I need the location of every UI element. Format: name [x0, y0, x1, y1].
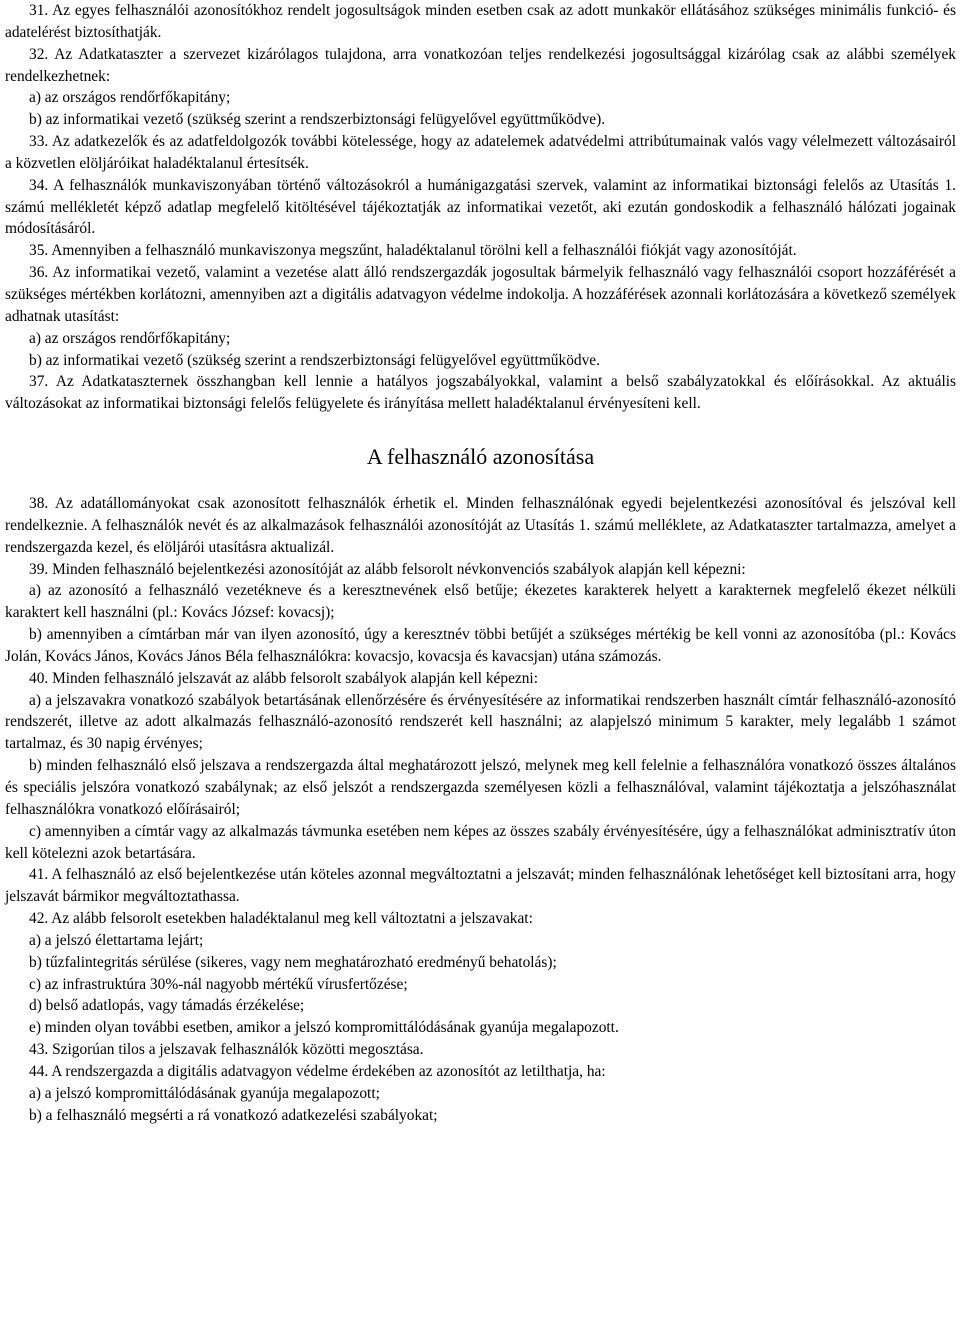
section-heading: A felhasználó azonosítása	[366, 444, 595, 470]
list-item: b) tűzfalintegritás sérülése (sikeres, vagy nem meghatározható eredményű behatolás);	[29, 953, 557, 971]
paragraph-33: 33. Az adatkezelők és az adatfeldolgozók további kötelessége, hogy az adatelemek adatvédelmi attribútumainak valós vagy vélelmezett változásairól a közvetlen elöljáróikat haladéktalanul értesítsék.	[5, 133, 956, 172]
paragraph-36: 36. Az informatikai vezető, valamint a vezetése alatt álló rendszergazdák jogosultak bármelyik felhasználó vagy felhasználói csoport hozzáférését a szükséges mértékben korlátozni, amennyiben azt a digitális adatvagyon védelme indokolja. A hozzáférések azonnali korlátozására a következő személyek adhatnak utasítást:	[5, 264, 956, 325]
list-item: d) belső adatlopás, vagy támadás érzékelése;	[29, 997, 305, 1015]
list-item: c) amennyiben a címtár vagy az alkalmazás távmunka esetében nem képes az összes szabály érvényesítésére, úgy a felhasználókat adminisztratív úton kell kötelezni azok betartására.	[5, 822, 956, 862]
paragraph-40: 40. Minden felhasználó jelszavát az alább felsorolt szabályok alapján kell képezni:	[29, 669, 538, 687]
list-item: a) a jelszavakra vonatkozó szabályok betartásának ellenőrzésére és érvényesítésére az informatikai rendszerben használt címtár felhasználó-azonosító rendszerét, illetve az adott alkalmazás felhasználó-azonosító rendszerét kell használni; az alapjelszó minimum 5 karakter, mely legalább 1 számot tartalmaz, és 30 napig érvényes;	[5, 691, 956, 753]
list-item: b) az informatikai vezető (szükség szerint a rendszerbiztonsági felügyelővel együttműködve.	[29, 351, 600, 369]
paragraph-34: 34. A felhasználók munkaviszonyában történő változásokról a humánigazgatási szervek, valamint az informatikai biztonsági felelős az Utasítás 1. számú mellékletét képző adatlap megfelelő kitöltésével tájékoztatják az informatikai vezetőt, aki ezután gondoskodik a felhasználó hálózati jogainak módosításáról.	[5, 176, 956, 238]
paragraph-35: 35. Amennyiben a felhasználó munkaviszonya megszűnt, haladéktalanul törölni kell a felhasználói fiókját vagy azonosítóját.	[29, 242, 797, 260]
list-item: b) az informatikai vezető (szükség szerint a rendszerbiztonsági felügyelővel együttműködve).	[29, 111, 606, 129]
section-a	[5, 0, 956, 415]
paragraph-37: 37. Az Adatkataszternek összhangban kell lennie a hatályos jogszabályokkal, valamint a belső szabályzatokkal és előírásokkal. Az aktuális változásokat az informatikai biztonsági felelős felügyelete és irányítása mellett haladéktalanul érvényesíteni kell.	[5, 373, 956, 413]
paragraph-41: 41. A felhasználó az első bejelentkezése után köteles azonnal megváltoztatni a jelszavát; minden felhasználónak lehetőséget kell biztosítani arra, hogy jelszavát bármikor megváltoztathassa.	[5, 866, 956, 906]
paragraph-39: 39. Minden felhasználó bejelentkezési azonosítóját az alább felsorolt névkonvenciós szabályok alapján kell képezni:	[29, 560, 746, 578]
list-item: e) minden olyan további esetben, amikor a jelszó kompromittálódásának gyanúja megalapozott.	[29, 1019, 619, 1037]
list-item: c) az infrastruktúra 30%-nál nagyobb mértékű vírusfertőzése;	[29, 975, 408, 993]
list-item: b) minden felhasználó első jelszava a rendszergazda által meghatározott jelszó, melynek meg kell felelnie a felhasználóra vonatkozó összes általános és speciális jelszóra vonatkozó szabálynak; az első jelszót a rendszergazda személyesen közli a felhasználóval, valamint tájékoztatja a jelszóhasználat felhasználókra vonatkozó előírásairól;	[5, 757, 956, 818]
list-item: b) a felhasználó megsérti a rá vonatkozó adatkezelési szabályokat;	[29, 1106, 438, 1124]
list-item: a) az országos rendőrfőkapitány;	[29, 89, 231, 107]
list-item: a) a jelszó élettartama lejárt;	[29, 931, 204, 949]
list-item: b) amennyiben a címtárban már van ilyen azonosító, úgy a keresztnév többi betűjét a szükséges mértékig be kell vonni az azonosítóba (pl.: Kovács Jolán, Kovács János, Kovács János Béla felhasználókra: kovacsjo, kovacsja és kavacsjan) utána számozás.	[5, 626, 956, 665]
list-item: a) az országos rendőrfőkapitány;	[29, 329, 231, 347]
list-item: a) az azonosító a felhasználó vezetékneve és a keresztnevének első betűje; ékezetes karakterek helyett a karakternek megfelelő ékezet nélküli karaktert kell használni (pl.: Kovács József: kovacsj);	[5, 582, 956, 622]
paragraph-31: 31. Az egyes felhasználói azonosítókhoz rendelt jogosultságok minden esetben csak az adott munkakör ellátásához szükséges minimális funkció- és adatelérést biztosíthatják.	[5, 2, 956, 41]
paragraph-44: 44. A rendszergazda a digitális adatvagyon védelme érdekében az azonosítót az letilthatja, ha:	[29, 1062, 606, 1080]
paragraph-32: 32. Az Adatkataszter a szervezet kizárólagos tulajdona, arra vonatkozóan teljes rendelkezési jogosultsággal kizárólag csak az alábbi személyek rendelkezhetnek:	[5, 45, 956, 85]
paragraph-43: 43. Szigorúan tilos a jelszavak felhasználók közötti megosztása.	[29, 1041, 424, 1059]
list-item: a) a jelszó kompromittálódásának gyanúja megalapozott;	[29, 1084, 380, 1102]
paragraph-38: 38. Az adatállományokat csak azonosított felhasználók érhetik el. Minden felhasználónak egyedi bejelentkezési azonosítóval és jelszóval kell rendelkeznie. A felhasználók nevét és az alkalmazások felhasználói azonosítóját az Utasítás 1. számú melléklete, az Adatkataszter tartalmazza, amelyet a rendszergazda kezel, és elöljárói utasításra aktualizál.	[5, 495, 956, 556]
section-b	[5, 493, 956, 1126]
paragraph-42: 42. Az alább felsorolt esetekben haladéktalanul meg kell változtatni a jelszavakat:	[29, 910, 533, 928]
